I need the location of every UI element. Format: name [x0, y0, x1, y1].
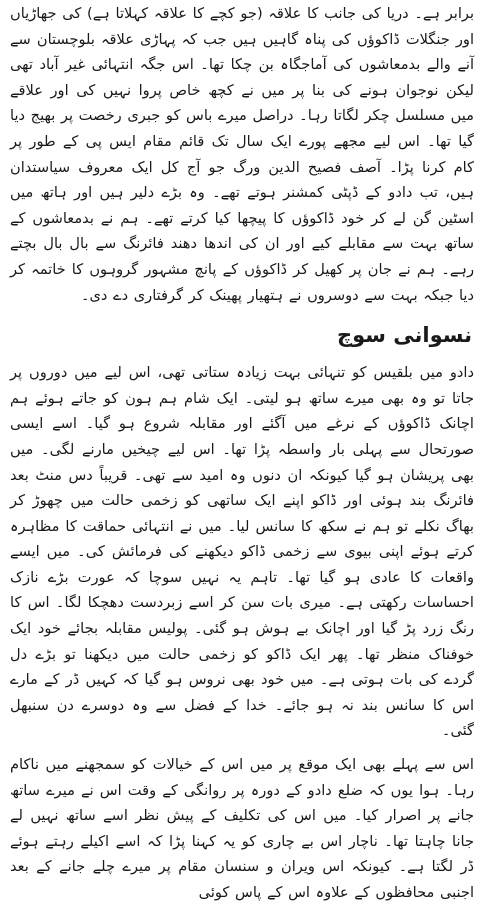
section-heading: نسوانی سوچ [336, 323, 472, 348]
body-paragraph: برابر ہے۔ دریا کی جانب کا علاقہ (جو کچے کا علاقہ کہلاتا ہے) کی جھاڑیاں اور جنگلات ڈاکوؤں کی پناہ گاہیں ہیں جب کہ پہاڑی علاقہ بلوچستان سے آنے والے بدمعاشوں کی آماجگاہ بن چکا تھا۔ اس جگہ انتہائی غیر آباد تھی لیکن نوجوان ہونے کی بنا پر میں نے کچھ خاص پروا نہیں کی اور علاقے میں مسلسل چکر لگاتا رہا۔ دراصل میرے باس کو جبری رخصت پر بھیج دیا گیا تھا۔ اس لیے مجھے پورے ایک سال تک قائم مقام ایس پی کے طور پر کام کرنا پڑا۔ آصف فصیح الدین ورگ جو آج کل ایک معروف سیاستدان ہیں، تب دادو کے ڈپٹی کمشنر ہوتے تھے۔ وہ بڑے دلیر ہیں اور ہاتھ میں اسٹین گن لے کر خود ڈاکوؤں کا پیچھا کیا کرتے تھے۔ ہم نے بدمعاشوں کے ساتھ بہت سے مقابلے کیے اور ان کی اندھا دھند فائرنگ سے بال بال بچتے رہے۔ ہم نے جان پر کھیل کر ڈاکوؤں کے پانچ مشہور گروہوں کا خاتمہ کر دیا جبکہ بہت سے دوسروں نے ہتھیار پھینک کر گرفتاری دے دی۔ [10, 5, 474, 304]
body-paragraph: دادو میں بلقیس کو تنہائی بہت زیادہ ستاتی تھی، اس لیے میں دوروں پر جاتا تو وہ بھی میرے ساتھ ہو لیتی۔ ایک شام ہم ہون کو جاتے ہوئے ہم اچانک ڈاکوؤں کے نرغے میں آگئے اور مقابلہ شروع ہو گیا۔ اسے ایسی صورتحال سے پہلی بار واسطہ پڑا تھا۔ اس لیے چیخیں مارنے لگی۔ میں بھی پریشان ہو گیا کیونکہ ان دنوں وہ امید سے تھی۔ قریباً دس منٹ بعد فائرنگ بند ہوئی اور ڈاکو اپنے ایک ساتھی کو زخمی حالت میں چھوڑ کر بھاگ نکلے تو ہم نے سکھ کا سانس لیا۔ میں نے انتہائی حماقت کا مظاہرہ کرتے ہوئے اپنی بیوی سے زخمی ڈاکو دیکھنے کی فرمائش کی۔ میں ایسے واقعات کا عادی ہو گیا تھا۔ تاہم یہ نہیں سوچا کہ عورت بڑے نازک احساسات رکھتی ہے۔ میری بات سن کر اسے زبردست دھچکا لگا۔ اس کا رنگ زرد پڑ گیا اور اچانک بے ہوش ہو گئی۔ پولیس مقابلہ بجائے خود ایک خوفناک منظر تھا۔ پھر ایک ڈاکو کو زخمی حالت میں دیکھنا تو بڑے دل گردے کی بات ہوتی ہے۔ میں خود بھی نروس ہو گیا کہ کہیں ڈر کے مارے اس کا سانس بند نہ ہو جائے۔ خدا کے فضل سے وہ دوسرے دن سنبھل گئی۔ [10, 364, 474, 740]
body-paragraph: اس سے پہلے بھی ایک موقع پر میں اس کے خیالات کو سمجھنے میں ناکام رہا۔ ہوا یوں کہ ضلع دادو کے دورہ پر روانگی کے وقت اس نے میرے ساتھ جانے پر اصرار کیا۔ میں اس کی تکلیف کے پیش نظر اسے ساتھ نہیں لے جانا چاہتا تھا۔ ناچار اس بے چاری کو یہ کہنا پڑا کہ اسے اکیلے رہتے ہوئے ڈر لگتا ہے۔ کیونکہ اس ویران و سنسان مقام پر میرے چلے جانے کے بعد اجنبی محافظوں کے علاوہ اس کے پاس کوئی [10, 756, 474, 901]
